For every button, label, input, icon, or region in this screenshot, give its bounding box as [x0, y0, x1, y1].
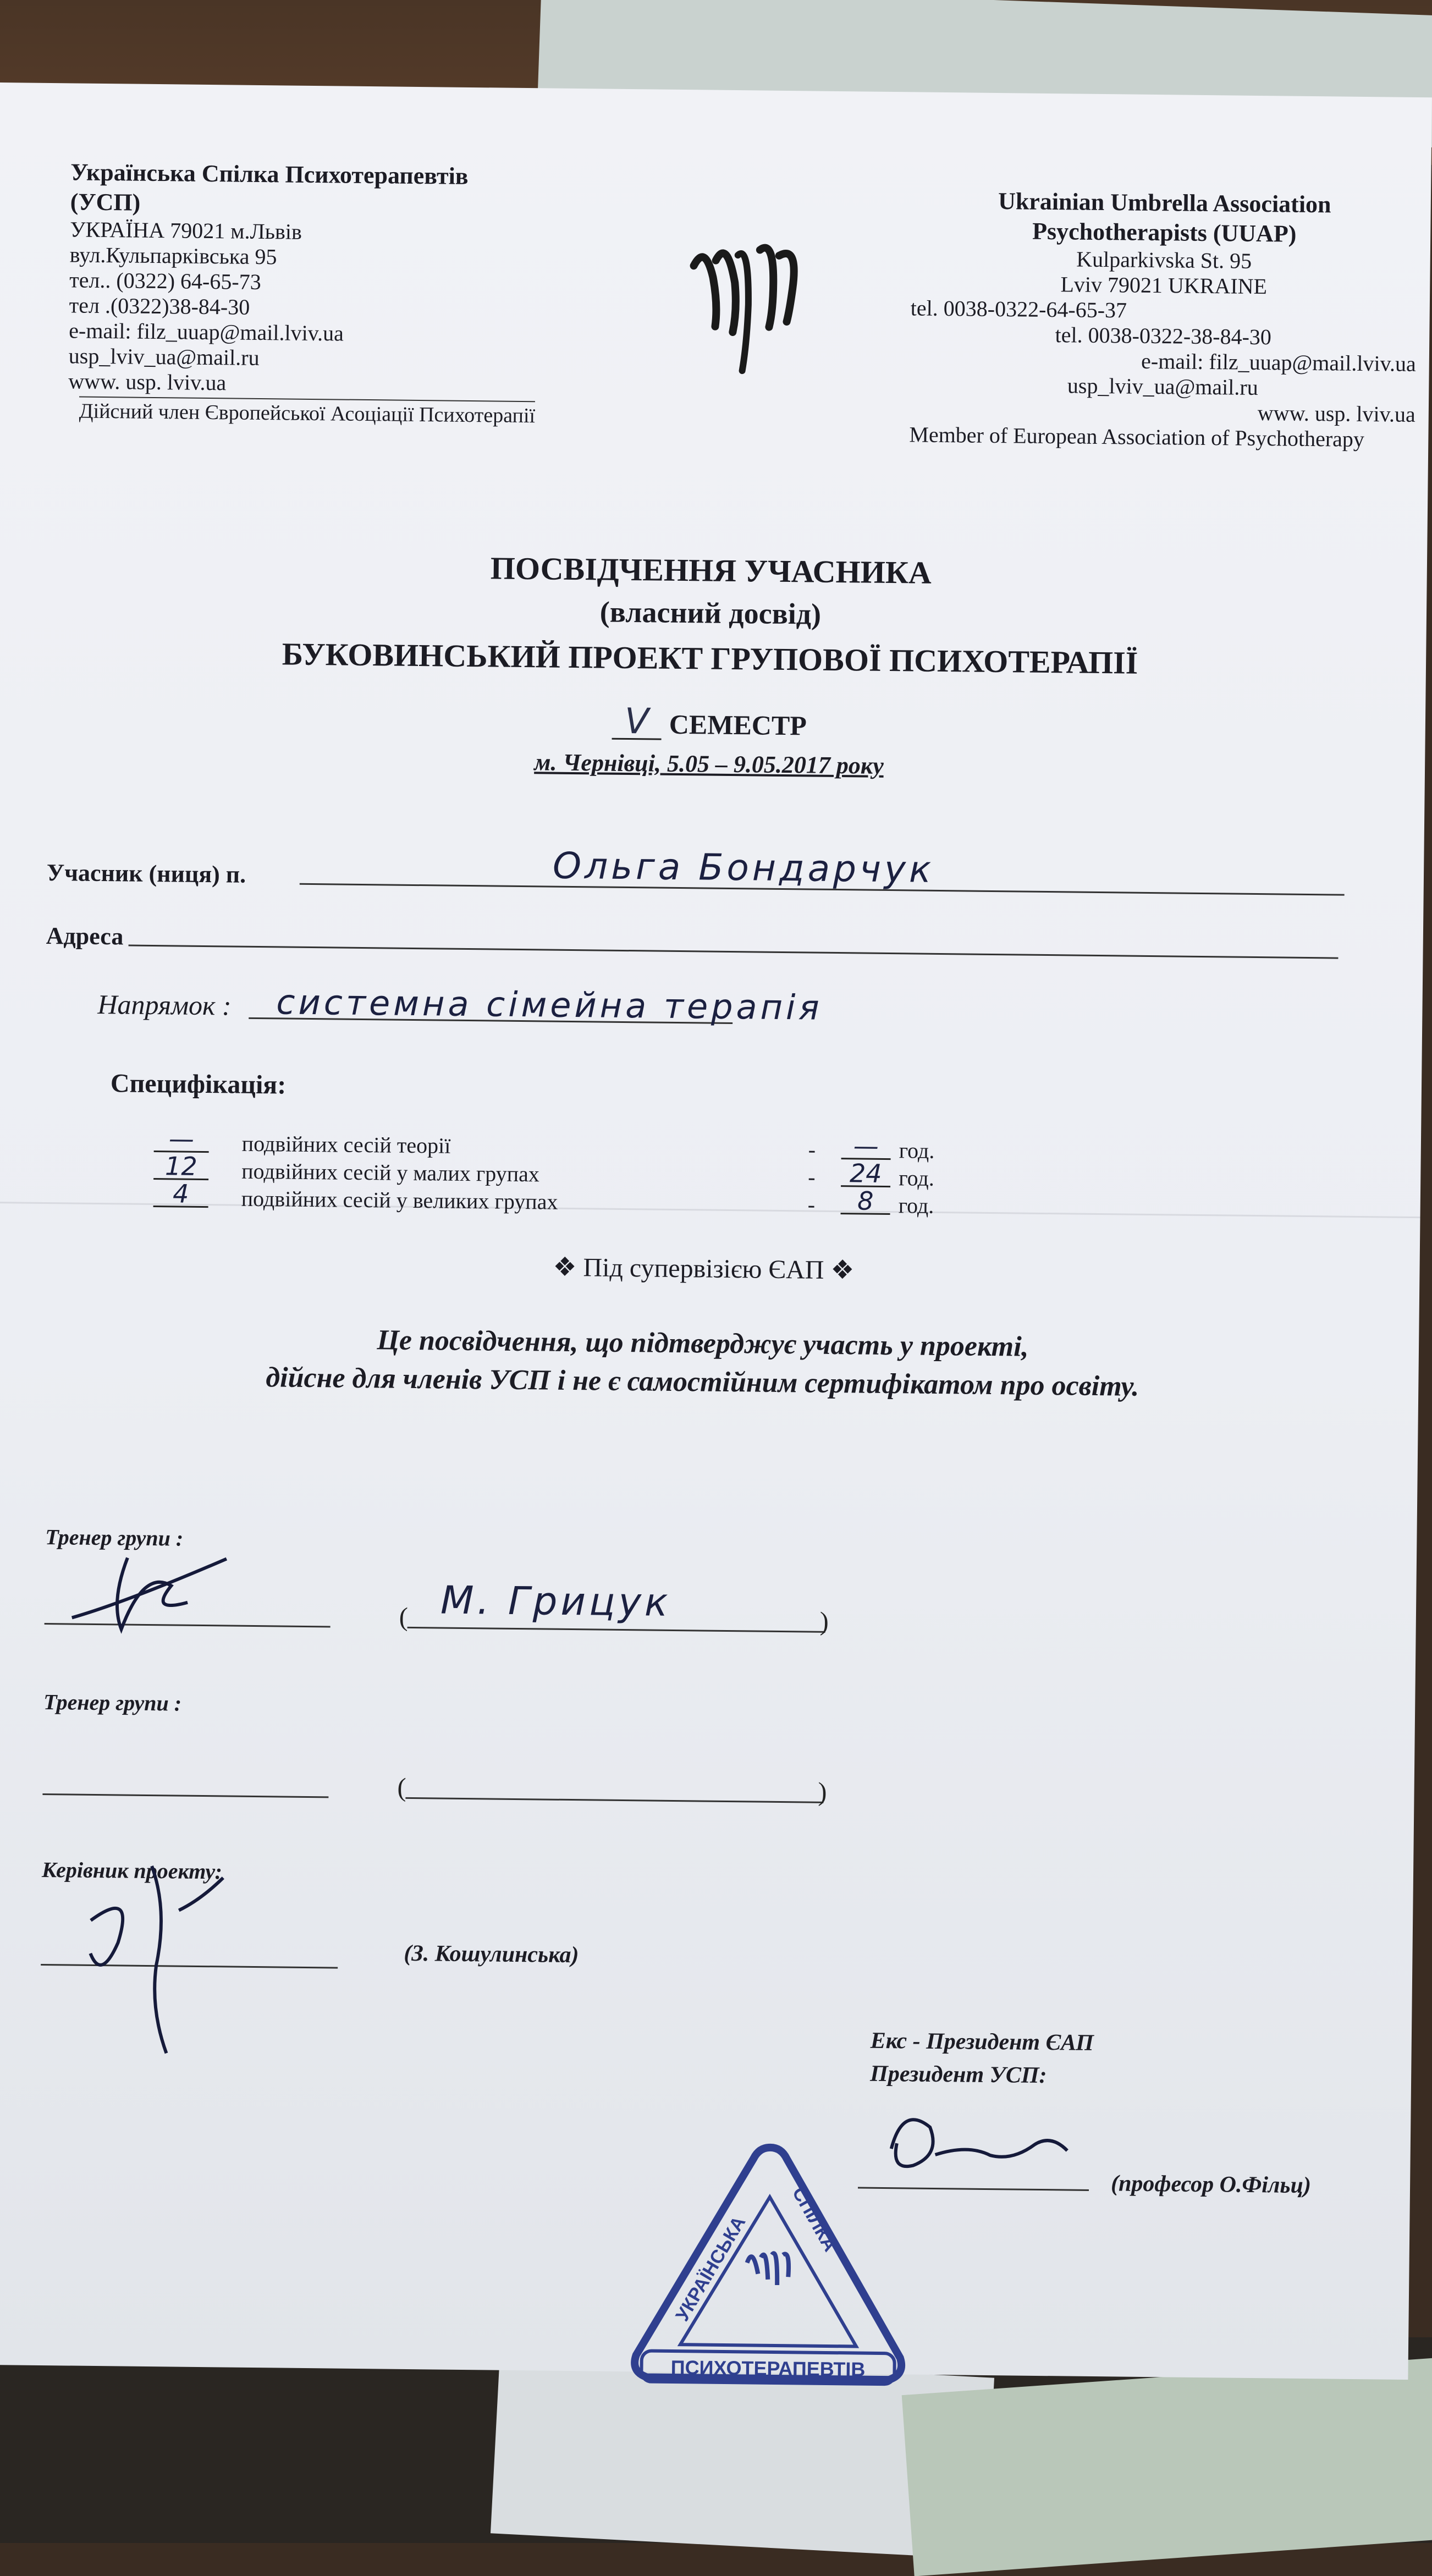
- semester-label: СЕМЕСТР: [669, 708, 807, 741]
- spec-count: 4: [153, 1181, 208, 1208]
- president-title-2: Президент УСП:: [869, 2061, 1047, 2089]
- trainer1-label: Тренер групи :: [45, 1524, 184, 1551]
- semester-row: [0, 698, 1425, 748]
- background-certificate: [902, 2357, 1432, 2576]
- address-line: Kulparkivska St. 95: [1076, 246, 1252, 273]
- spec-hours: —: [841, 1133, 891, 1160]
- spec-text: подвійних сесій теорії: [241, 1131, 451, 1158]
- notice-line-1: Це посвідчення, що підтверджує участь у проекті,: [377, 1324, 1029, 1363]
- president-name: (професор О.Фільц): [1110, 2171, 1312, 2199]
- address-line-field: [129, 945, 1339, 959]
- spec-count: —: [154, 1126, 209, 1153]
- org-abbr-ua: (УСП): [70, 188, 141, 216]
- phone-line: тел.. (0322) 64-65-73: [69, 267, 261, 294]
- spec-dash: -: [808, 1137, 816, 1162]
- project-title: БУКОВИНСЬКИЙ ПРОЕКТ ГРУПОВОЇ ПСИХОТЕРАПІЇ: [282, 636, 1138, 681]
- supervision-note: ❖ Під супервізією ЄАП ❖: [553, 1252, 855, 1285]
- trainer2-signature-line: [42, 1793, 328, 1798]
- place-dates: м. Чернівці, 5.05 – 9.05.2017 року: [534, 748, 884, 779]
- participant-label: Учасник (ниця) п.: [46, 858, 246, 888]
- certificate-paper: [0, 82, 1432, 2380]
- stamp-text-left: УКРАЇНСЬКА: [671, 2212, 750, 2325]
- address-line: Lviv 79021 UKRAINE: [1060, 272, 1268, 299]
- header-right: [909, 185, 1418, 453]
- membership-note: Member of European Association of Psychotherapy: [909, 422, 1365, 452]
- trainer2-name-line: [405, 1797, 823, 1803]
- phone-line: tel. 0038-0322-64-65-37: [910, 295, 1127, 323]
- spec-unit: год.: [898, 1165, 935, 1191]
- notice-line-2: дійсне для членів УСП і не є самостійним сертифікатом про освіту.: [266, 1362, 1139, 1402]
- web-line: www. usp. lviv.ua: [68, 368, 227, 395]
- phone-line: тел .(0322)38-84-30: [69, 293, 250, 320]
- membership-note: Дійсний член Європейської Асоціації Психотерапії: [79, 397, 536, 429]
- web-line: www. usp. lviv.ua: [1257, 400, 1416, 427]
- org-name-en: Ukrainian Umbrella Association: [998, 188, 1331, 218]
- usp-logo-icon: [681, 233, 815, 377]
- stamp-text-bottom: ПСИХОТЕРАПЕВТІВ: [670, 2356, 866, 2381]
- org-abbr-en: Psychotherapists (UUAP): [1032, 217, 1297, 247]
- spec-text: подвійних сесій у великих групах: [241, 1186, 558, 1214]
- participant-name: Ольга Бондарчук: [552, 844, 935, 891]
- trainer2-paren: ): [818, 1777, 827, 1807]
- director-label: Керівник проекту:: [41, 1857, 223, 1884]
- address-line: вул.Кульпарківська 95: [69, 242, 277, 269]
- direction-value: системна сімейна терапія: [276, 982, 823, 1028]
- specification-title: Специфікація:: [110, 1069, 287, 1100]
- address-line: УКРАЇНА 79021 м.Львів: [69, 217, 302, 244]
- spec-hours: 8: [841, 1188, 890, 1215]
- trainer1-paren: ): [819, 1606, 829, 1636]
- email-line: usp_lviv_ua@mail.ru: [1067, 373, 1258, 400]
- stamp-logo-icon: [747, 2253, 789, 2285]
- org-name-ua: Українська Спілка Психотерапевтів: [70, 158, 469, 190]
- director-name: (З. Кошулинська): [404, 1940, 579, 1968]
- phone-line: tel. 0038-0322-38-84-30: [1055, 322, 1272, 350]
- semester-number: V: [612, 705, 662, 740]
- spec-unit: год.: [899, 1138, 935, 1163]
- trainer1-name-line: [407, 1627, 825, 1633]
- stamp-text-right: СПІЛКА: [787, 2183, 841, 2255]
- header-left: [68, 157, 676, 430]
- email-line: e-mail: filz_uuap@mail.lviv.ua: [69, 318, 344, 346]
- email-line: usp_lviv_ua@mail.ru: [68, 343, 260, 370]
- spec-count: 12: [153, 1154, 208, 1180]
- director-signature: [56, 1843, 256, 2076]
- document-title: ПОСВІДЧЕННЯ УЧАСНИКА: [490, 550, 932, 591]
- spec-hours: 24: [841, 1161, 890, 1187]
- address-label: Адреса: [46, 922, 124, 950]
- spec-text: подвійних сесій у малих групах: [241, 1158, 540, 1187]
- trainer1-signature: [60, 1535, 238, 1647]
- trainer1-paren: (: [399, 1602, 409, 1632]
- spec-unit: год.: [898, 1193, 934, 1218]
- email-line: e-mail: filz_uuap@mail.lviv.ua: [1141, 348, 1417, 376]
- president-title-1: Екс - Президент ЄАП: [870, 2028, 1094, 2056]
- document-subtitle: (власний досвід): [599, 595, 822, 631]
- trainer2-paren: (: [397, 1773, 406, 1802]
- trainer1-name: М. Грицук: [440, 1577, 671, 1625]
- spec-dash: -: [808, 1164, 816, 1190]
- direction-label: Напрямок :: [97, 988, 232, 1021]
- organization-stamp: [625, 2135, 913, 2402]
- trainer2-label: Тренер групи :: [43, 1689, 182, 1716]
- spec-dash: -: [807, 1192, 816, 1217]
